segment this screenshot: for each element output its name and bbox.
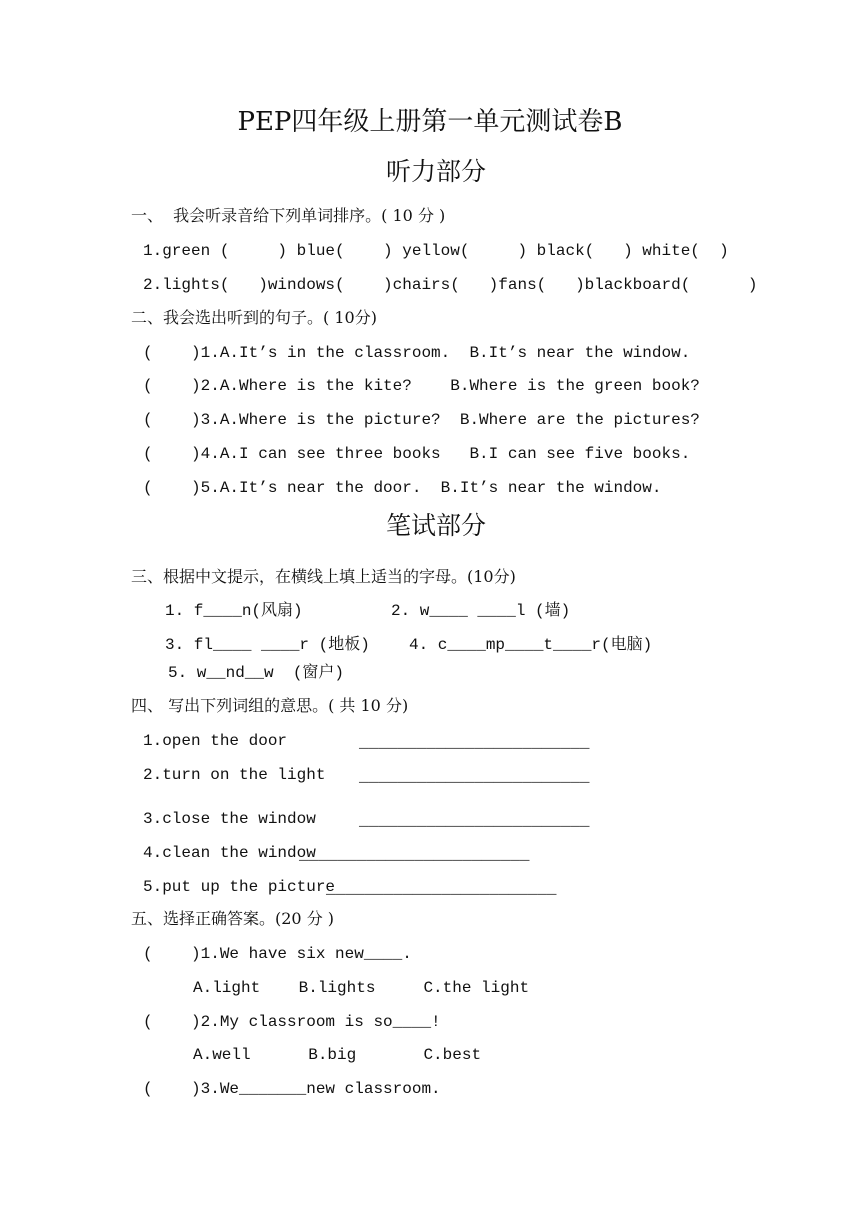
- writing-section-heading: 笔试部分: [385, 511, 486, 540]
- section-5-question-2-options: A.well B.big C.best: [193, 1046, 482, 1064]
- section-2-question-2: ( )2.A.Where is the kite? B.Where is the green book?: [143, 377, 700, 395]
- section-2-question-5: ( )5.A.It’s near the door. B.It’s near the window.: [143, 479, 662, 497]
- section-3-item-5: 5. w__nd__w (窗户): [168, 664, 345, 682]
- section-4-heading: 四、 写出下列词组的意思。( 共 10 分): [131, 696, 409, 715]
- section-4-phrase-4: 4.clean the window: [143, 844, 316, 862]
- section-5-question-1: ( )1.We have six new____.: [143, 945, 412, 963]
- section-1-line-2: 2.lights( )windows( )chairs( )fans( )blackboard( ): [143, 276, 758, 294]
- answer-blank[interactable]: ________________________: [326, 880, 557, 898]
- section-3-item-4: 4. c____mp____t____r(电脑): [409, 636, 653, 654]
- section-5-question-2: ( )2.My classroom is so____!: [143, 1013, 441, 1031]
- section-3-heading: 三、根据中文提示，在横线上填上适当的字母。(10分): [131, 567, 516, 586]
- section-4-phrase-5: 5.put up the picture: [143, 878, 336, 896]
- section-2-question-4: ( )4.A.I can see three books B.I can see five books.: [143, 445, 691, 463]
- section-5-question-1-options: A.light B.lights C.the light: [193, 979, 530, 997]
- answer-blank[interactable]: ________________________: [299, 846, 530, 864]
- section-4-phrase-3: 3.close the window: [143, 810, 316, 828]
- section-2-heading: 二、我会选出听到的句子。( 10分): [131, 308, 377, 327]
- listening-section-heading: 听力部分: [385, 157, 486, 186]
- section-5-question-3: ( )3.We_______new classroom.: [143, 1080, 441, 1098]
- section-4-phrase-2: 2.turn on the light: [143, 766, 326, 784]
- section-5-heading: 五、选择正确答案。(20 分 ): [131, 909, 335, 928]
- section-2-question-1: ( )1.A.It’s in the classroom. B.It’s near the window.: [143, 344, 691, 362]
- section-3-item-2: 2. w____ ____l (墙): [391, 602, 571, 620]
- section-1-heading: 一、 我会听录音给下列单词排序。( 10 分 ): [131, 206, 446, 225]
- section-1-line-1: 1.green ( ) blue( ) yellow( ) black( ) white( ): [143, 242, 729, 260]
- page-title: PEP四年级上册第一单元测试卷B: [237, 107, 623, 137]
- answer-blank[interactable]: ________________________: [359, 812, 590, 830]
- section-3-item-1: 1. f____n(风扇): [165, 602, 303, 620]
- answer-blank[interactable]: ________________________: [359, 734, 590, 752]
- section-4-phrase-1: 1.open the door: [143, 732, 288, 750]
- section-2-question-3: ( )3.A.Where is the picture? B.Where are the pictures?: [143, 411, 700, 429]
- answer-blank[interactable]: ________________________: [359, 768, 590, 786]
- section-3-item-3: 3. fl____ ____r (地板): [165, 636, 370, 654]
